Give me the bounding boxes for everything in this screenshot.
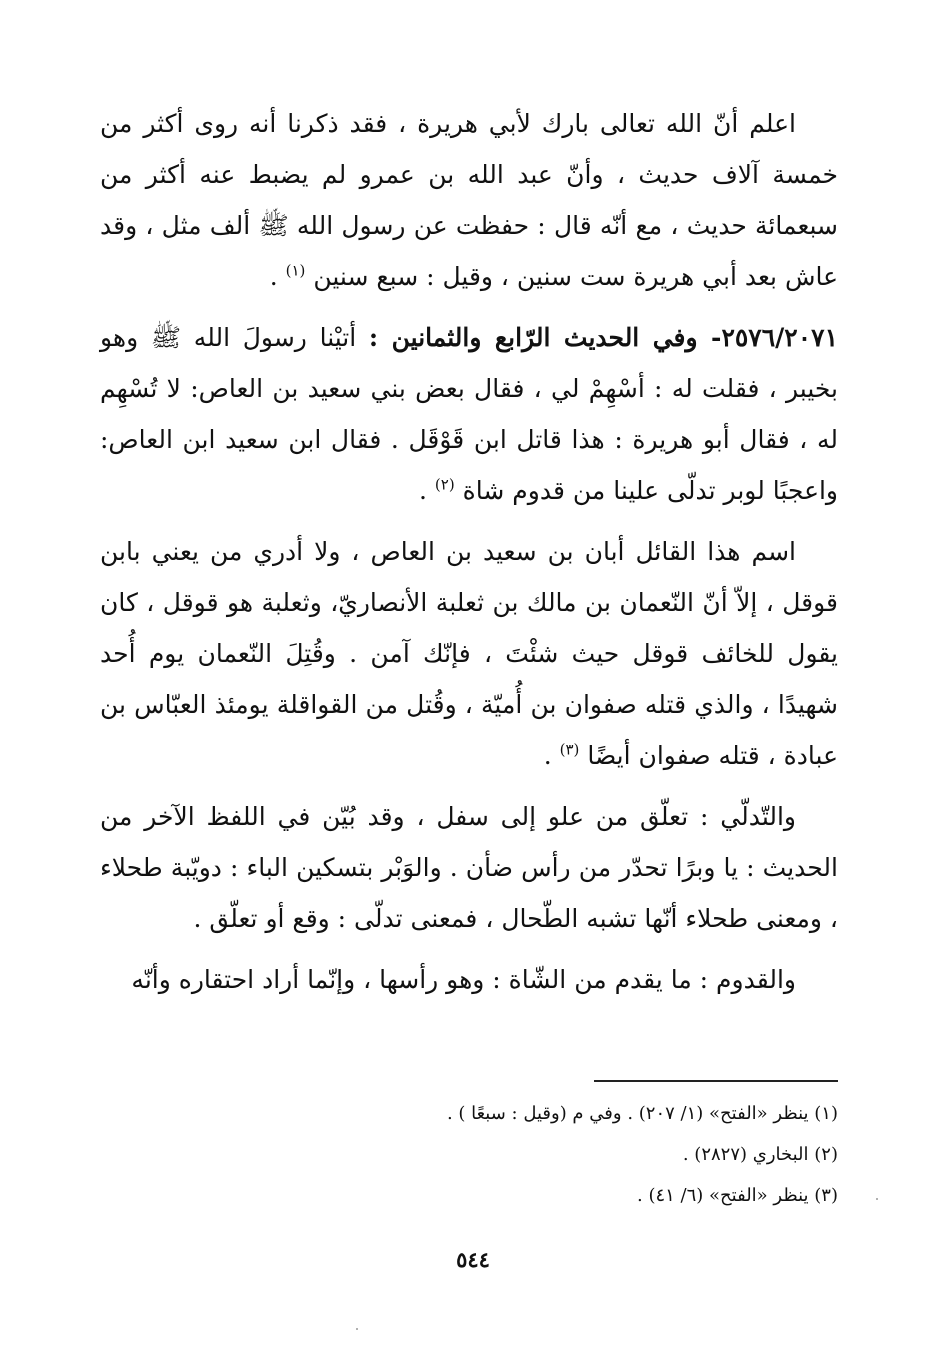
paragraph-2-text: أتيْنا رسولَ الله ﷺ وهو بخيبر ، فقلت له : أسْهِمْ لي ، فقال بعض بني سعيد بن العاص: لا تُسْهِم له ، فقال أبو هريرة : هذا قاتل ابن قَوْقَل . فقال ابن سعيد ابن العاص: واعجبًا لوبر تدلّى علينا من قدوم شاة xyxy=(100,323,838,505)
page-number: ٥٤٤ xyxy=(456,1247,490,1272)
footnote-marker-1: (١) xyxy=(285,261,306,280)
paragraph-1-tail: . xyxy=(269,262,286,291)
paragraph-3 xyxy=(100,526,838,781)
paragraph-1 xyxy=(100,98,838,302)
paragraph-4 xyxy=(100,791,838,944)
footnote-1: (١) ينظر «الفتح» (١/ ٢٠٧) . وفي م (وقيل : سبعًا ) . xyxy=(446,1103,838,1124)
paragraph-3-tail: . xyxy=(543,741,560,770)
paragraph-1-text: اعلم أنّ الله تعالى بارك لأبي هريرة ، فقد ذكرنا أنه روى أكثر من خمسة آلاف حديث ، وأنّ عبد الله بن عمرو لم يضبط عنه أكثر من سبعمائة حديث ، مع أنّه قال : حفظت عن رسول الله ﷺ ألف مثل ، وقد عاش بعد أبي هريرة ست سنين ، وقيل : سبع سنين xyxy=(100,109,838,291)
scan-speck xyxy=(356,1328,358,1330)
footnote-3: (٣) ينظر «الفتح» (٦/ ٤١) . xyxy=(637,1185,838,1206)
scan-speck xyxy=(876,1198,878,1200)
paragraph-2-tail: . xyxy=(419,476,435,505)
paragraph-5 xyxy=(100,954,838,1005)
main-text xyxy=(100,98,838,1005)
footnote-separator xyxy=(594,1080,838,1082)
hadith-reference: ٢٥٧٦/٢٠٧١- وفي الحديث الرّابع والثمانين : xyxy=(368,323,838,352)
footnote-marker-2: (٢) xyxy=(434,475,455,494)
paragraph-2 xyxy=(100,312,838,516)
footnotes xyxy=(380,1093,838,1216)
paragraph-3-text: اسم هذا القائل أبان بن سعيد بن العاص ، ولا أدري من يعني بابن قوقل ، إلاّ أنّ النّعمان بن مالك بن ثعلبة الأنصاريّ، وثعلبة هو قوقل ، كان يقول للخائف قوقل حيث شئْتَ ، فإنّك آمن . وقُتِلَ النّعمان يوم أُحد شهيدًا ، والذي قتله صفوان بن أُميّة ، وقُتل من القواقلة يومئذ العبّاس بن عبادة ، قتله صفوان أيضًا xyxy=(100,537,838,770)
footnote-marker-3: (٣) xyxy=(559,740,580,759)
paragraph-5-text: والقدوم : ما يقدم من الشّاة : وهو رأسها ، وإنّما أراد احتقاره وأنّه xyxy=(131,965,796,994)
footnote-2: (٢) البخاري (٢٨٢٧) . xyxy=(682,1144,838,1165)
paragraph-4-text: والتّدلّي : تعلّق من علو إلى سفل ، وقد بُيّن في اللفظ الآخر من الحديث : يا وبرًا تحدّر من رأس ضأن . والوَبْر بتسكين الباء : دويّبة طحلاء ، ومعنى طحلاء أنّها تشبه الطّحال ، فمعنى تدلّى : وقع أو تعلّق . xyxy=(100,802,838,933)
